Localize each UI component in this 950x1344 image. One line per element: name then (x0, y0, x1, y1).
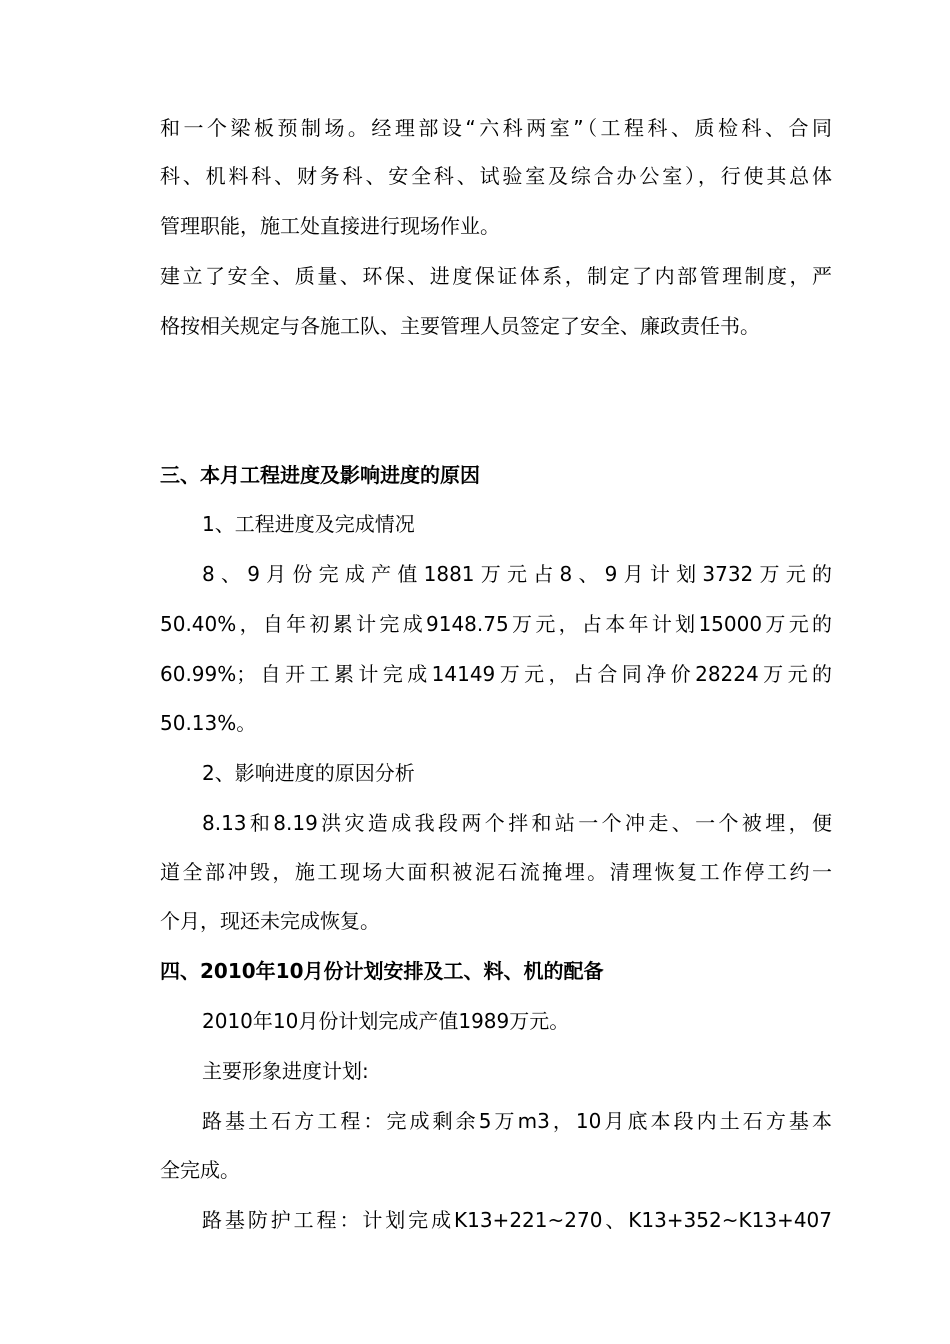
text-line: 个月，现还未完成恢复。 (160, 909, 380, 933)
section-heading-4: 四、2010年10月份计划安排及工、料、机的配备 (160, 959, 604, 983)
text-line: 50.13%。 (160, 711, 257, 735)
text-line: 2010年10月份计划完成产值1989万元。 (202, 1009, 570, 1033)
text-line: 路基土石方工程：完成剩余5万m3，10月底本段内土石方基本 (202, 1109, 832, 1133)
text-line: 8、9月份完成产值1881万元占8、9月计划3732万元的 (202, 562, 832, 586)
text-line: 50.40%，自年初累计完成9148.75万元，占本年计划15000万元的 (160, 612, 832, 636)
text-line: 60.99%；自开工累计完成14149万元，占合同净价28224万元的 (160, 662, 832, 686)
text-line: 建立了安全、质量、环保、进度保证体系，制定了内部管理制度，严 (160, 264, 832, 288)
text-line: 全完成。 (160, 1158, 240, 1182)
text-line: 主要形象进度计划: (202, 1059, 369, 1083)
text-line: 8.13和8.19洪灾造成我段两个拌和站一个冲走、一个被埋，便 (202, 811, 832, 835)
text-line: 科、机料科、财务科、安全科、试验室及综合办公室），行使其总体 (160, 164, 832, 188)
text-line: 路基防护工程：计划完成K13+221~270、K13+352~K13+407 (202, 1208, 832, 1232)
text-line: 管理职能，施工处直接进行现场作业。 (160, 214, 500, 238)
section-heading-3: 三、本月工程进度及影响进度的原因 (160, 463, 480, 487)
subsection-heading-1: 1、工程进度及完成情况 (202, 512, 415, 536)
text-line: 格按相关规定与各施工队、主要管理人员签定了安全、廉政责任书。 (160, 314, 760, 338)
text-line: 和一个梁板预制场。经理部设“六科两室”（工程科、质检科、合同 (160, 116, 832, 140)
text-line: 道全部冲毁，施工现场大面积被泥石流掩埋。清理恢复工作停工约一 (160, 860, 832, 884)
subsection-heading-2: 2、影响进度的原因分析 (202, 761, 415, 785)
